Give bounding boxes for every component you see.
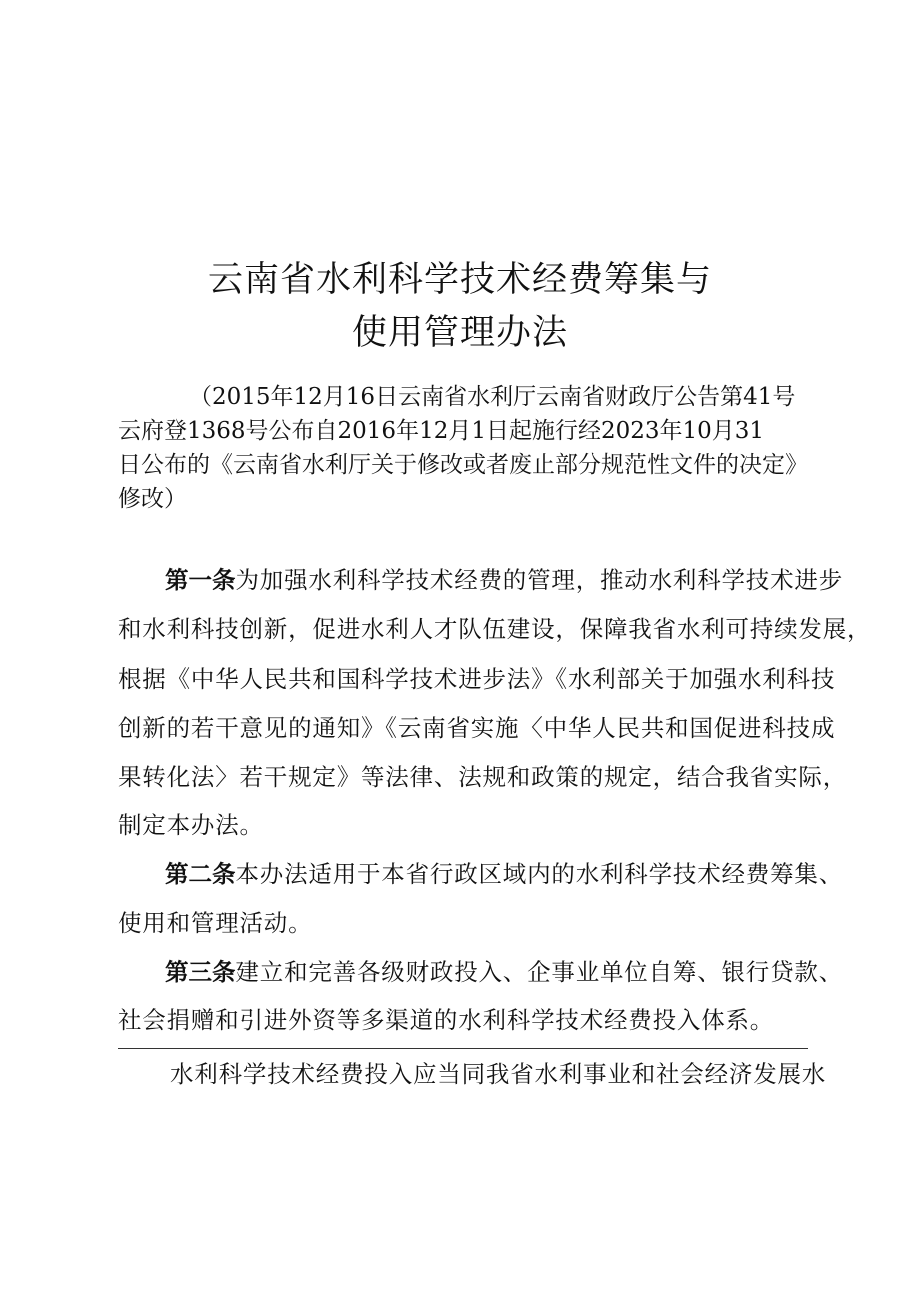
paragraph-4-line-1: 水利科学技术经费投入应当同我省水利事业和社会经济发展水 (170, 1060, 827, 1088)
article-3-text-1: 建立和完善各级财政投入、企事业单位自筹、银行贷款、 (235, 958, 843, 986)
article-1-line-2: 和水利科技创新，促进水利人才队伍建设，保障我省水利可持续发展， (118, 615, 872, 643)
article-1-line-3: 根据《中华人民共和国科学技术进步法》《水利部关于加强水利科技 (118, 665, 836, 693)
publication-note (118, 380, 808, 516)
article-2-line-1 (165, 862, 843, 886)
article-1-line-5: 果转化法〉若干规定》等法律、法规和政策的规定，结合我省实际， (118, 763, 847, 791)
article-1-label: 第一条 (165, 566, 236, 594)
document-title-line-1: 云南省水利科学技术经费筹集与 (207, 260, 712, 300)
article-3-label: 第三条 (165, 958, 236, 986)
article-2-label: 第二条 (165, 860, 236, 888)
publication-note-line-4: 修改） (118, 486, 187, 512)
article-1-line-4: 创新的若干意见的通知》《云南省实施〈中华人民共和国促进科技成 (118, 714, 836, 742)
publication-note-line-2: 云府登1368号公布自2016年12月1日起施行经2023年10月31 (118, 418, 765, 444)
article-2-text-1: 本办法适用于本省行政区域内的水利科学技术经费筹集、 (235, 860, 843, 888)
article-3-line-1 (165, 960, 843, 984)
page-divider (118, 1048, 808, 1049)
publication-note-line-3: 日公布的《云南省水利厅关于修改或者废止部分规范性文件的决定》 (118, 452, 808, 478)
document-title-line-2: 使用管理办法 (351, 313, 568, 353)
article-1-line-6: 制定本办法。 (118, 811, 264, 839)
article-1-text-1: 为加强水利科学技术经费的管理，推动水利科学技术进步 (235, 566, 843, 594)
article-2-line-2: 使用和管理活动。 (118, 909, 313, 937)
article-3-line-2: 社会捐赠和引进外资等多渠道的水利科学技术经费投入体系。 (118, 1006, 775, 1034)
publication-note-line-1: （2015年12月16日云南省水利厅云南省财政厅公告第41号 (189, 384, 796, 410)
article-1-line-1 (165, 568, 843, 592)
